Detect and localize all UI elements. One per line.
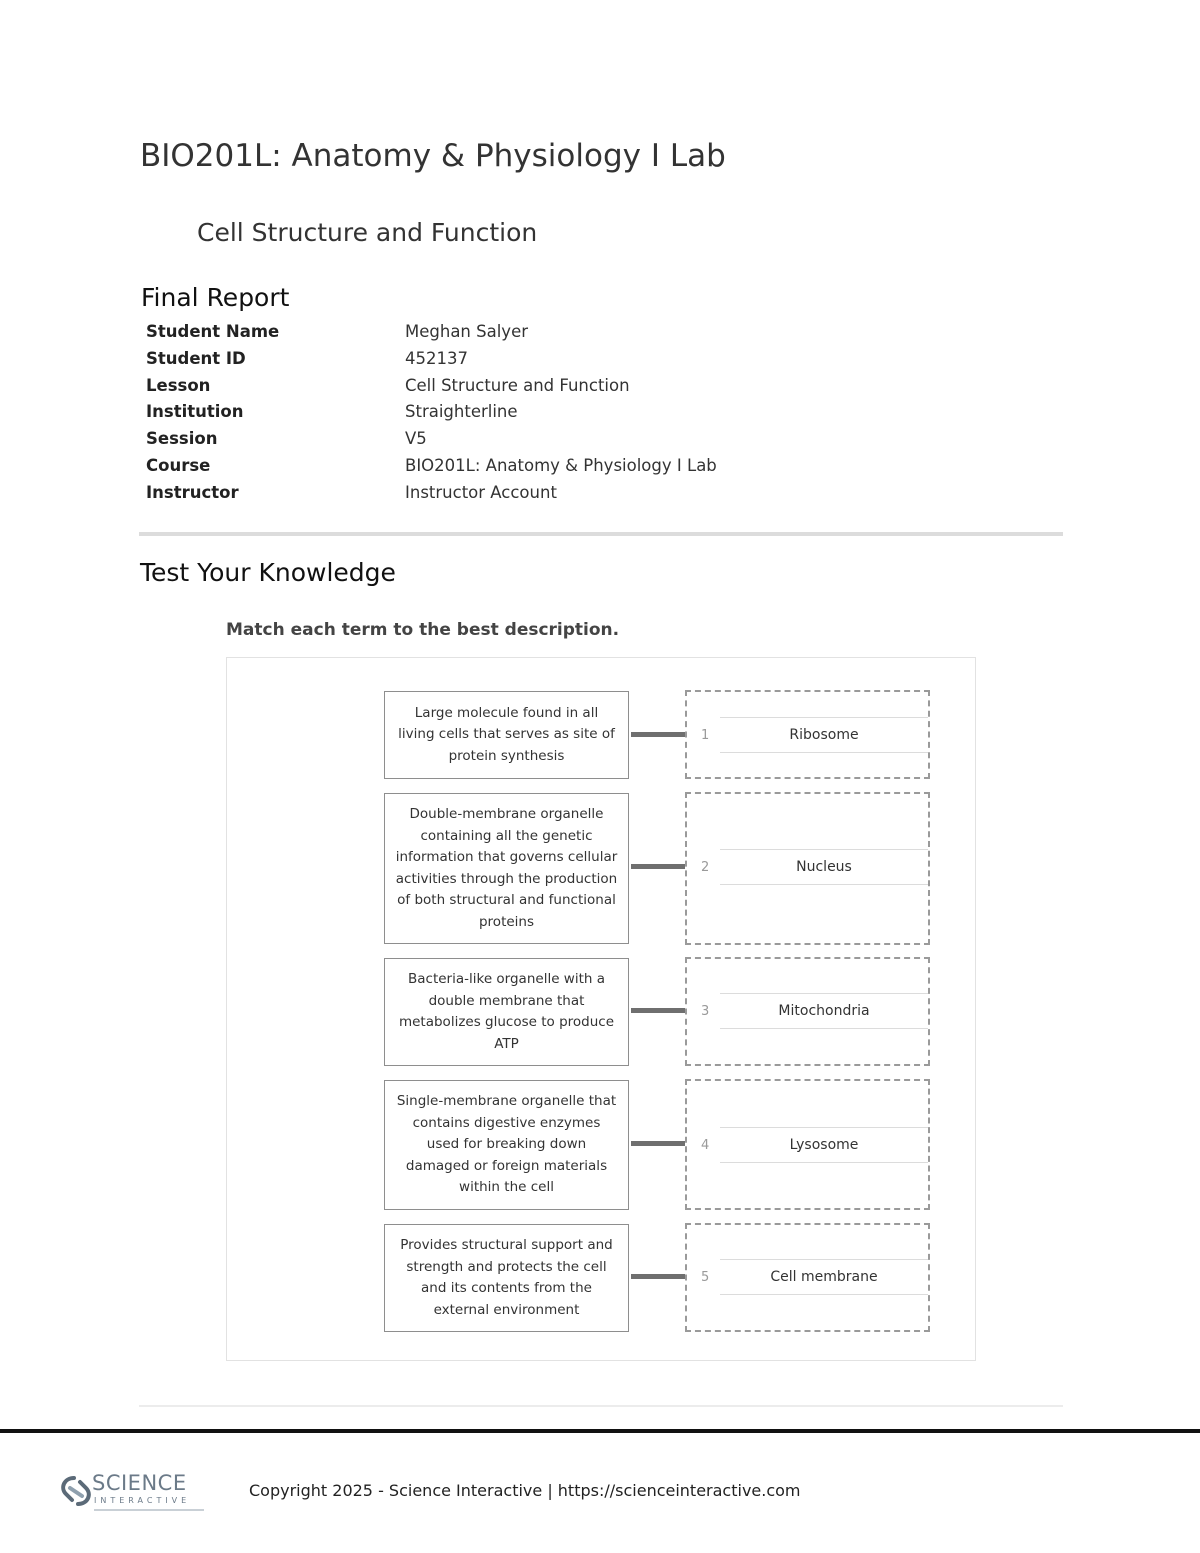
- info-label: Session: [146, 429, 218, 449]
- term-number: 5: [701, 1269, 710, 1285]
- course-title: BIO201L: Anatomy & Physiology I Lab: [140, 138, 726, 174]
- logo-subtext: INTERACTIVE: [94, 1496, 191, 1505]
- term-drop-zone[interactable]: [685, 1079, 930, 1210]
- info-value: V5: [405, 429, 427, 449]
- term-number: 2: [701, 859, 710, 875]
- section-title: Test Your Knowledge: [140, 558, 396, 587]
- match-connector: [631, 1274, 685, 1279]
- description-card: [384, 793, 629, 944]
- description-text: Provides structural support and strength and protects the cell and its contents from the external environment: [400, 1237, 613, 1318]
- term-drop-zone[interactable]: [685, 792, 930, 945]
- info-value: Meghan Salyer: [405, 322, 529, 341]
- term-label: Mitochondria: [778, 1003, 870, 1019]
- match-connector: [631, 732, 685, 737]
- term-drop-zone[interactable]: [685, 1223, 930, 1332]
- term-item[interactable]: [701, 993, 928, 1029]
- description-text: Bacteria-like organelle with a double membrane that metabolizes glucose to produce ATP: [398, 971, 615, 1052]
- info-value: 452137: [405, 348, 468, 368]
- science-interactive-logo: [58, 1468, 208, 1516]
- info-label: Lesson: [146, 375, 211, 395]
- term-number: 3: [701, 1003, 710, 1019]
- description-card: [384, 1080, 629, 1210]
- match-connector: [631, 1141, 685, 1146]
- term-item[interactable]: [701, 1127, 928, 1163]
- term-label: Cell membrane: [770, 1269, 878, 1285]
- term-number: 1: [701, 727, 710, 743]
- info-label: Student Name: [146, 322, 280, 341]
- info-value: BIO201L: Anatomy & Physiology I Lab: [405, 455, 717, 475]
- info-value: Cell Structure and Function: [405, 375, 630, 395]
- term-label: Nucleus: [796, 859, 852, 875]
- term-item[interactable]: [701, 1259, 928, 1295]
- description-card: [384, 958, 629, 1066]
- section-divider: [139, 1405, 1063, 1407]
- term-label: Lysosome: [789, 1137, 859, 1153]
- term-number: 4: [701, 1137, 710, 1153]
- term-item[interactable]: [701, 717, 928, 753]
- term-drop-zone[interactable]: [685, 690, 930, 779]
- footer-divider: [0, 1429, 1200, 1433]
- description-card: [384, 1224, 629, 1332]
- info-value: Straighterline: [405, 402, 518, 422]
- section-divider: [139, 532, 1063, 536]
- info-label: Institution: [146, 402, 244, 422]
- match-connector: [631, 864, 685, 869]
- info-label: Course: [146, 455, 211, 475]
- science-interactive-logo-icon: [58, 1468, 208, 1516]
- description-card: [384, 691, 629, 779]
- logo-wordmark: SCIENCE: [92, 1471, 187, 1495]
- term-label: Ribosome: [789, 727, 859, 743]
- footer-copyright: Copyright 2025 - Science Interactive | https://scienceinteractive.com: [249, 1481, 801, 1500]
- info-value: Instructor Account: [405, 482, 557, 502]
- lesson-title: Cell Structure and Function: [197, 218, 538, 247]
- question-instructions: Match each term to the best description.: [226, 620, 620, 640]
- description-text: Large molecule found in all living cells that serves as site of protein synthesis: [398, 704, 615, 764]
- description-text: Double-membrane organelle containing all the genetic information that governs cellular activities through the production of both structural and functional proteins: [395, 806, 618, 930]
- report-title: Final Report: [141, 283, 290, 312]
- term-drop-zone[interactable]: [685, 957, 930, 1066]
- term-item[interactable]: [701, 849, 928, 885]
- info-label: Student ID: [146, 348, 246, 368]
- info-label: Instructor: [146, 482, 239, 502]
- match-connector: [631, 1008, 685, 1013]
- description-text: Single-membrane organelle that contains digestive enzymes used for breaking down damaged or foreign materials within the cell: [396, 1093, 617, 1196]
